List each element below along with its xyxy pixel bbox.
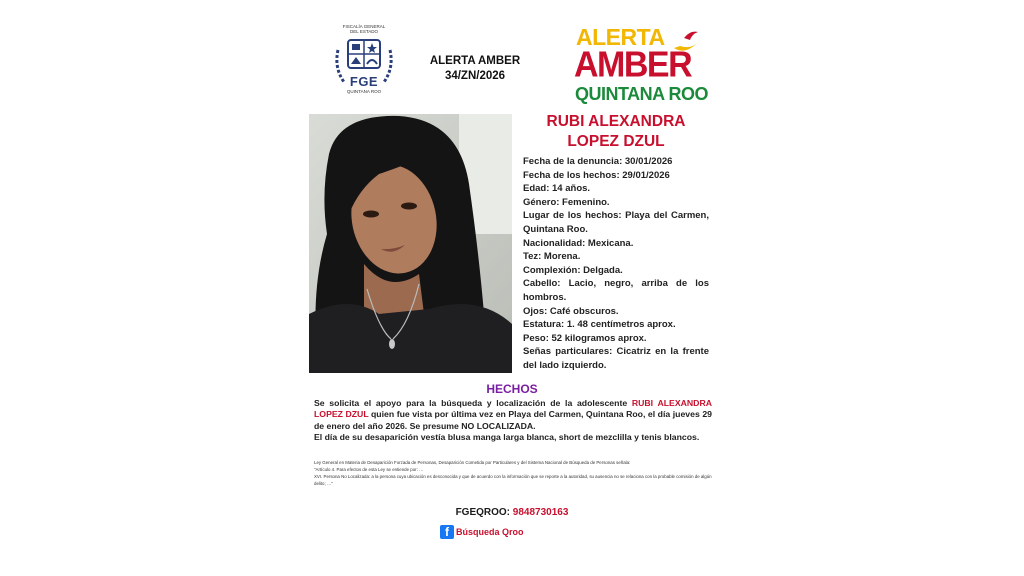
detail-line: Fecha de la denuncia: 30/01/2026 [523,156,673,167]
hechos-paragraph-2: El día de su desaparición vestía blusa manga larga blanca, short de mezclilla y tenis blancos. [314,431,700,442]
detail-line: Estatura: 1. 48 centímetros aprox. [523,319,676,331]
detail-line: Lugar de los hechos: Playa del Carmen, Quintana Roo. [523,210,709,235]
missing-person-photo [309,114,512,373]
detail-line: Complexión: Delgada. [523,264,623,276]
alert-heading [420,54,530,84]
facebook-page-name[interactable]: Búsqueda Qroo [456,527,524,537]
legal-notice [314,459,712,487]
detail-line: Género: Femenino. [523,196,610,208]
contact-label: FGEQROO: [455,507,513,518]
person-name: RUBI ALEXANDRA LOPEZ DZUL [546,113,686,150]
detail-line: Tez: Morena. [523,251,581,263]
contact-phone [300,507,724,518]
fge-seal [330,24,398,106]
detail-line: Nacionalidad: Mexicana. [523,237,634,249]
detail-line: Fecha de los hechos: 29/01/2026 [523,169,670,181]
seal-acronym: FGE [349,74,379,89]
detail-line: Ojos: Café obscuros. [523,305,619,317]
detail-line: Cabello: Lacio, negro, arriba de los hombros. [523,278,709,303]
hechos-p1-name: RUBI ALEXANDRA LOPEZ DZUL [314,398,712,420]
logo-line2: AMBER [574,45,692,85]
seal-org-line2: DEL ESTADO [349,29,378,34]
legal-line-1: Ley General en Materia de Desaparición Forzada de Personas, Desaparición Cometida por Particulares y del Sistema Nacional de Búsqueda de Personas señala: [314,460,631,465]
hechos-p1-end: quien fue vista por última vez en Playa del Carmen, Quintana Roo, el día jueves 29 de enero del año 2026. Se presume NO LOCALIZADA. [314,409,712,431]
legal-line-2: "Artículo 4. Para efectos de esta Ley se entiende por: … [314,467,424,472]
alert-title: ALERTA AMBER [429,55,521,67]
hechos-p1-start: Se solicita el apoyo para la búsqueda y localización de la adolescente [314,398,632,408]
logo-line1: ALERTA [576,24,665,50]
legal-line-3: XVI. Persona No Localizada: a la persona cuya ubicación es desconocida y que de acuerdo con la información que se reporte a la autoridad, su ausencia no se relaciona con la probable comisión de algún delito; …" [314,474,712,486]
facebook-icon: f [440,525,454,539]
hechos-title: HECHOS [486,382,538,396]
hechos-text [314,398,712,443]
detail-line: Señas particulares: Cicatriz en la frente del lado izquierdo. [523,346,709,371]
seal-state: QUINTANA ROO [346,89,382,94]
hechos-paragraph-1 [314,398,712,432]
person-details [523,112,709,373]
detail-line: Edad: 14 años. [523,183,591,195]
alert-sheet [300,10,724,566]
seal-org-line1: FISCALÍA GENERAL [342,24,386,29]
detail-line: Peso: 52 kilogramos aprox. [523,332,647,344]
phone-number[interactable]: 9848730163 [512,507,569,518]
case-number: 34/ZN/2026 [444,70,506,82]
logo-line3: QUINTANA ROO [575,84,708,104]
facebook-link[interactable] [440,524,524,540]
amber-alert-logo [570,24,710,114]
